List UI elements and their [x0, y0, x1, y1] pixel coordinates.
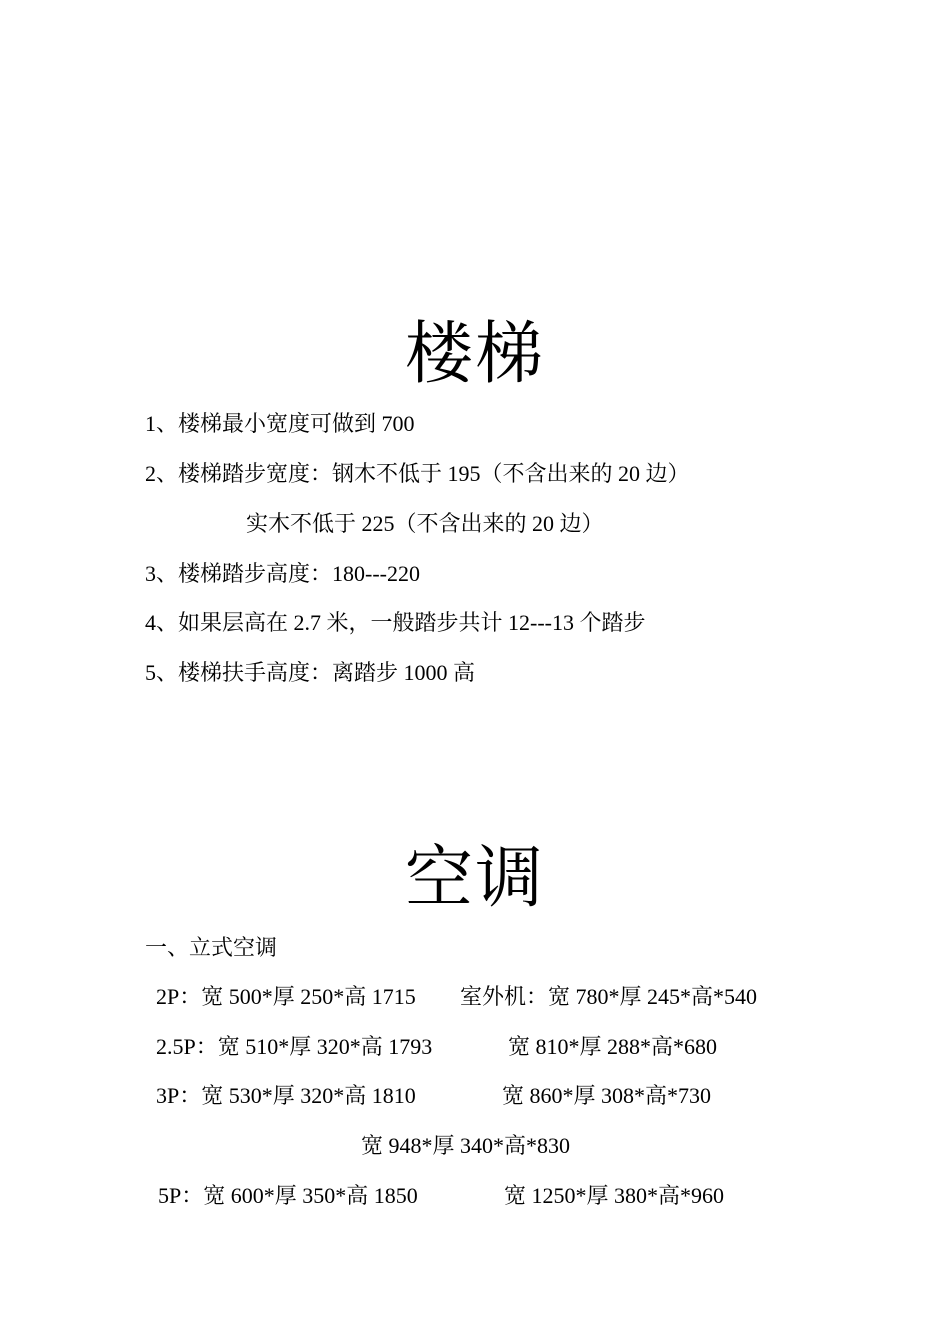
stairs-item-5: 5、楼梯扶手高度：离踏步 1000 高: [145, 660, 476, 685]
stairs-item-1: 1、楼梯最小宽度可做到 700: [145, 411, 415, 436]
ac-row-extra-outdoor: 宽 948*厚 340*高*830: [361, 1133, 571, 1158]
ac-row-5p-indoor: 5P：宽 600*厚 350*高 1850: [158, 1183, 418, 1208]
stairs-item-4: 4、如果层高在 2.7 米，一般踏步共计 12---13 个踏步: [145, 610, 646, 635]
ac-title: 空调: [404, 840, 545, 916]
ac-row-2p-indoor: 2P：宽 500*厚 250*高 1715: [156, 984, 416, 1009]
ac-row-2-5p-outdoor: 宽 810*厚 288*高*680: [508, 1034, 718, 1059]
ac-row-2-5p-indoor: 2.5P：宽 510*厚 320*高 1793: [156, 1034, 433, 1059]
stairs-title: 楼梯: [404, 316, 545, 392]
stairs-item-2: 2、楼梯踏步宽度：钢木不低于 195（不含出来的 20 边）: [145, 461, 690, 486]
ac-subheading: 一、立式空调: [145, 935, 278, 960]
ac-row-3p-outdoor: 宽 860*厚 308*高*730: [502, 1083, 712, 1108]
ac-row-2p-outdoor: 室外机：宽 780*厚 245*高*540: [460, 984, 758, 1009]
ac-row-3p-indoor: 3P：宽 530*厚 320*高 1810: [156, 1083, 416, 1108]
stairs-item-2-continued: 实木不低于 225（不含出来的 20 边）: [246, 511, 604, 536]
ac-row-5p-outdoor: 宽 1250*厚 380*高*960: [504, 1183, 725, 1208]
stairs-item-3: 3、楼梯踏步高度：180---220: [145, 561, 420, 586]
